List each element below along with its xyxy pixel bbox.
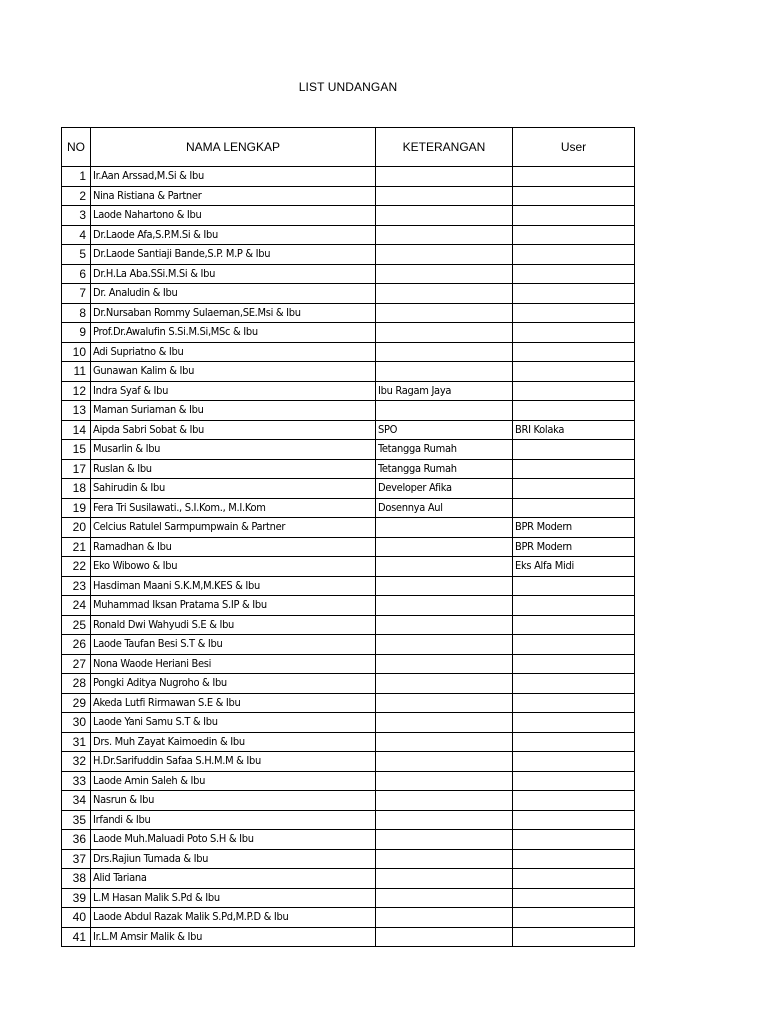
header-row [62,128,635,167]
guest-user [513,342,635,362]
guest-name: Gunawan Kalim & Ibu [91,362,376,382]
guest-user [513,459,635,479]
table-row [62,537,635,557]
guest-keterangan: Ibu Ragam Jaya [376,381,513,401]
guest-name: Ronald Dwi Wahyudi S.E & Ibu [91,615,376,635]
table-row [62,810,635,830]
guest-name: Laode Nahartono & Ibu [91,206,376,226]
guest-user [513,206,635,226]
guest-user [513,303,635,323]
guest-user [513,674,635,694]
row-number: 19 [62,498,91,518]
row-number: 18 [62,479,91,499]
row-number: 21 [62,537,91,557]
guest-keterangan [376,810,513,830]
guest-name: Laode Abdul Razak Malik S.Pd,M.P.D & Ibu [91,908,376,928]
guest-user: BPR Modern [513,518,635,538]
guest-user [513,830,635,850]
header-no: NO [62,128,91,167]
guest-name: Dr. Analudin & Ibu [91,284,376,304]
row-number: 29 [62,693,91,713]
table-row [62,752,635,772]
guest-user [513,927,635,947]
guest-user [513,713,635,733]
row-number: 12 [62,381,91,401]
guest-user [513,401,635,421]
table-row [62,927,635,947]
guest-name: Irfandi & Ibu [91,810,376,830]
guest-name: Eko Wibowo & Ibu [91,557,376,577]
guest-keterangan [376,264,513,284]
guest-keterangan [376,791,513,811]
guest-user [513,654,635,674]
table-header [62,128,635,167]
table-row [62,654,635,674]
table-row [62,440,635,460]
table-row [62,596,635,616]
row-number: 6 [62,264,91,284]
guest-keterangan [376,557,513,577]
row-number: 38 [62,869,91,889]
guest-keterangan [376,615,513,635]
table-row [62,323,635,343]
table-row [62,342,635,362]
guest-list-table [61,127,635,947]
row-number: 10 [62,342,91,362]
guest-name: Dr.H.La Aba.SSi.M.Si & Ibu [91,264,376,284]
guest-name: Laode Taufan Besi S.T & Ibu [91,635,376,655]
table-body [62,167,635,947]
table-row [62,615,635,635]
row-number: 26 [62,635,91,655]
guest-name: Aipda Sabri Sobat & Ibu [91,420,376,440]
guest-keterangan [376,303,513,323]
guest-keterangan [376,323,513,343]
guest-user [513,596,635,616]
row-number: 20 [62,518,91,538]
guest-user [513,245,635,265]
row-number: 1 [62,167,91,187]
guest-name: L.M Hasan Malik S.Pd & Ibu [91,888,376,908]
table-row [62,869,635,889]
guest-name: Ruslan & Ibu [91,459,376,479]
row-number: 35 [62,810,91,830]
guest-user [513,440,635,460]
guest-keterangan [376,167,513,187]
table-row [62,206,635,226]
row-number: 3 [62,206,91,226]
guest-name: Musarlin & Ibu [91,440,376,460]
guest-name: Drs. Muh Zayat Kaimoedin & Ibu [91,732,376,752]
guest-name: Ir.L.M Amsir Malik & Ibu [91,927,376,947]
guest-name: Hasdiman Maani S.K.M,M.KES & Ibu [91,576,376,596]
guest-name: Prof.Dr.Awalufin S.Si.M.Si,MSc & Ibu [91,323,376,343]
guest-name: Nina Ristiana & Partner [91,186,376,206]
table-row [62,284,635,304]
guest-name: Laode Muh.Maluadi Poto S.H & Ibu [91,830,376,850]
table-row [62,186,635,206]
guest-user [513,810,635,830]
guest-user [513,381,635,401]
header-keterangan: KETERANGAN [376,128,513,167]
table-row [62,381,635,401]
guest-keterangan [376,401,513,421]
table-row [62,459,635,479]
table-row [62,518,635,538]
guest-user [513,186,635,206]
row-number: 32 [62,752,91,772]
table-row [62,245,635,265]
row-number: 7 [62,284,91,304]
guest-user [513,771,635,791]
guest-user: BRI Kolaka [513,420,635,440]
row-number: 33 [62,771,91,791]
guest-keterangan [376,908,513,928]
guest-name: Dr.Nursaban Rommy Sulaeman,SE.Msi & Ibu [91,303,376,323]
guest-name: Nasrun & Ibu [91,791,376,811]
guest-name: Akeda Lutfi Rirmawan S.E & Ibu [91,693,376,713]
guest-name: Dr.Laode Santiaji Bande,S.P. M.P & Ibu [91,245,376,265]
guest-user [513,323,635,343]
guest-user [513,264,635,284]
row-number: 5 [62,245,91,265]
guest-keterangan [376,362,513,382]
row-number: 2 [62,186,91,206]
guest-keterangan: Tetangga Rumah [376,440,513,460]
row-number: 11 [62,362,91,382]
guest-keterangan: Tetangga Rumah [376,459,513,479]
guest-keterangan [376,752,513,772]
guest-keterangan [376,693,513,713]
table-row [62,498,635,518]
guest-name: Laode Yani Samu S.T & Ibu [91,713,376,733]
guest-name: Fera Tri Susilawati., S.I.Kom., M.I.Kom [91,498,376,518]
row-number: 4 [62,225,91,245]
guest-user [513,869,635,889]
guest-name: Ramadhan & Ibu [91,537,376,557]
guest-user: BPR Modern [513,537,635,557]
guest-keterangan [376,284,513,304]
page-title: LIST UNDANGAN [298,80,398,94]
guest-user [513,362,635,382]
table-row [62,713,635,733]
row-number: 14 [62,420,91,440]
guest-keterangan [376,830,513,850]
header-name: NAMA LENGKAP [91,128,376,167]
guest-name: Laode Amin Saleh & Ibu [91,771,376,791]
row-number: 30 [62,713,91,733]
guest-user [513,849,635,869]
row-number: 40 [62,908,91,928]
table-row [62,167,635,187]
table-row [62,264,635,284]
table-row [62,830,635,850]
guest-name: Indra Syaf & Ibu [91,381,376,401]
guest-name: H.Dr.Sarifuddin Safaa S.H.M.M & Ibu [91,752,376,772]
header-user: User [513,128,635,167]
guest-user [513,635,635,655]
guest-keterangan [376,518,513,538]
guest-keterangan: SPO [376,420,513,440]
table-row [62,635,635,655]
guest-user [513,479,635,499]
row-number: 36 [62,830,91,850]
guest-user [513,888,635,908]
guest-user [513,167,635,187]
guest-keterangan [376,206,513,226]
guest-name: Dr.Laode Afa,S.P.M.Si & Ibu [91,225,376,245]
table-row [62,849,635,869]
guest-user [513,615,635,635]
row-number: 39 [62,888,91,908]
row-number: 31 [62,732,91,752]
guest-keterangan [376,225,513,245]
guest-user [513,908,635,928]
row-number: 23 [62,576,91,596]
table-row [62,479,635,499]
table-row [62,888,635,908]
guest-name: Maman Suriaman & Ibu [91,401,376,421]
row-number: 8 [62,303,91,323]
table-row [62,791,635,811]
guest-user [513,752,635,772]
table-row [62,576,635,596]
row-number: 25 [62,615,91,635]
row-number: 37 [62,849,91,869]
row-number: 27 [62,654,91,674]
row-number: 24 [62,596,91,616]
guest-name: Alid Tariana [91,869,376,889]
guest-keterangan [376,596,513,616]
table-row [62,362,635,382]
guest-user [513,693,635,713]
guest-keterangan [376,771,513,791]
table-row [62,420,635,440]
guest-keterangan [376,635,513,655]
guest-keterangan [376,849,513,869]
guest-user [513,498,635,518]
table-row [62,401,635,421]
guest-keterangan [376,927,513,947]
guest-keterangan: Developer Afika [376,479,513,499]
guest-keterangan [376,888,513,908]
guest-user [513,284,635,304]
table-row [62,732,635,752]
row-number: 34 [62,791,91,811]
table-row [62,908,635,928]
row-number: 41 [62,927,91,947]
guest-keterangan: Dosennya Aul [376,498,513,518]
guest-user [513,225,635,245]
guest-keterangan [376,713,513,733]
guest-keterangan [376,537,513,557]
guest-name: Drs.Rajiun Tumada & Ibu [91,849,376,869]
guest-keterangan [376,654,513,674]
guest-name: Nona Waode Heriani Besi [91,654,376,674]
guest-keterangan [376,732,513,752]
guest-keterangan [376,576,513,596]
table-row [62,303,635,323]
guest-name: Ir.Aan Arssad,M.Si & Ibu [91,167,376,187]
guest-name: Sahirudin & Ibu [91,479,376,499]
guest-name: Pongki Aditya Nugroho & Ibu [91,674,376,694]
guest-user [513,732,635,752]
table-row [62,225,635,245]
row-number: 17 [62,459,91,479]
row-number: 15 [62,440,91,460]
guest-user [513,791,635,811]
guest-keterangan [376,186,513,206]
guest-user [513,576,635,596]
guest-keterangan [376,342,513,362]
table-row [62,771,635,791]
row-number: 28 [62,674,91,694]
guest-keterangan [376,245,513,265]
guest-name: Celcius Ratulel Sarmpumpwain & Partner [91,518,376,538]
guest-keterangan [376,674,513,694]
guest-name: Adi Supriatno & Ibu [91,342,376,362]
table-row [62,557,635,577]
table-row [62,693,635,713]
guest-name: Muhammad Iksan Pratama S.IP & Ibu [91,596,376,616]
row-number: 13 [62,401,91,421]
row-number: 9 [62,323,91,343]
guest-user: Eks Alfa Midi [513,557,635,577]
guest-keterangan [376,869,513,889]
row-number: 22 [62,557,91,577]
table-row [62,674,635,694]
